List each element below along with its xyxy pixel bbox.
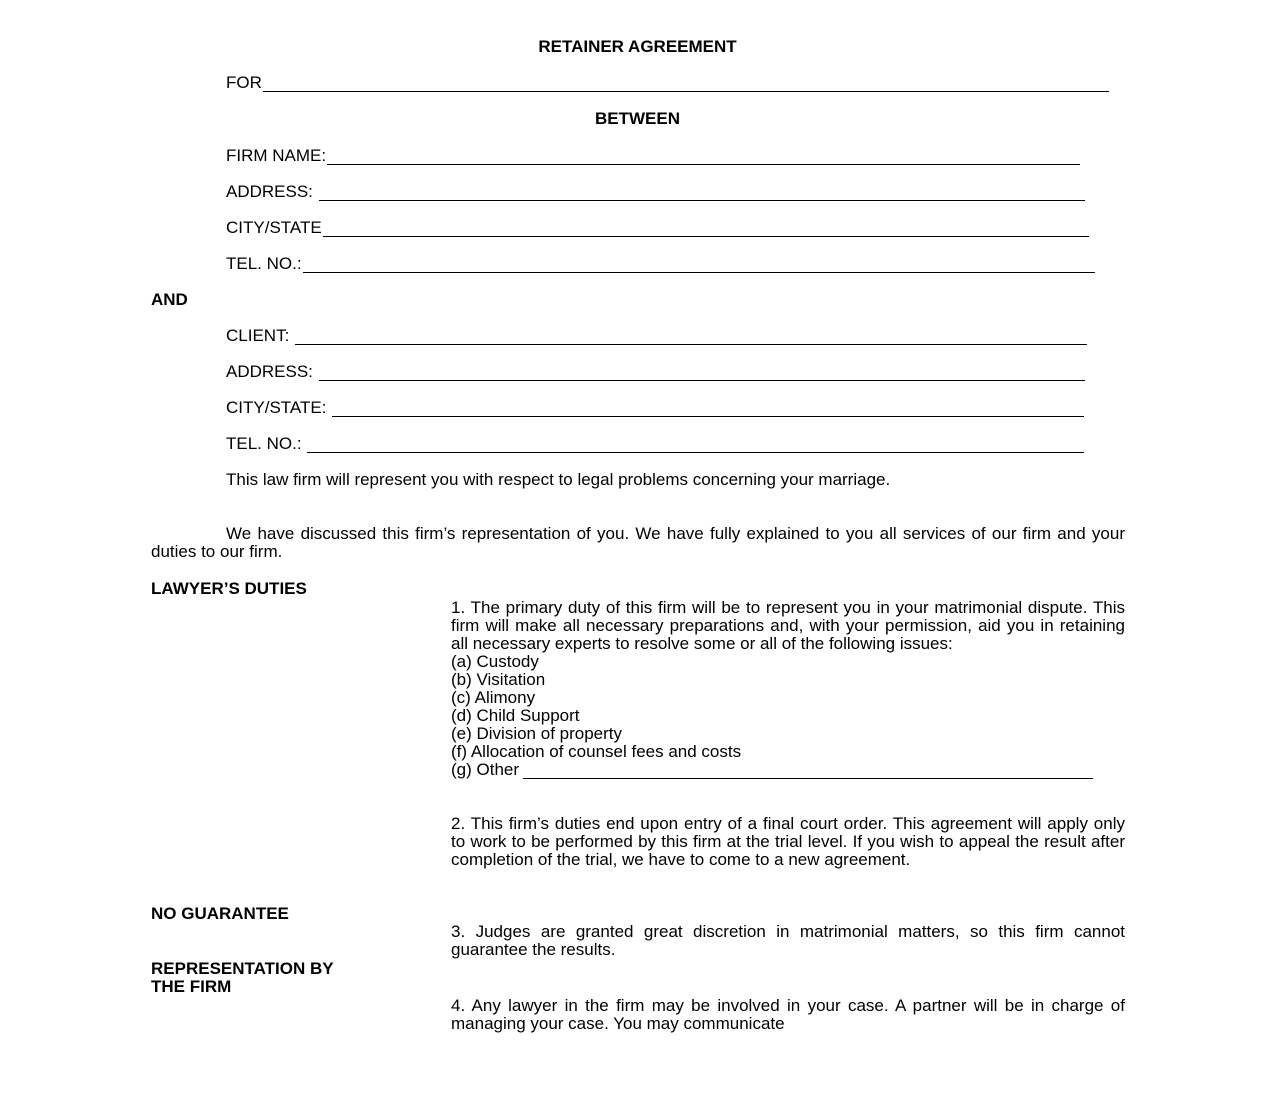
clause-3-text: 3. Judges are granted great discretion in matrimonial matters, so this firm cannot guarantee the results. [451, 922, 1125, 959]
between-heading: BETWEEN [595, 109, 680, 128]
issue-custody: (a) Custody [451, 652, 539, 671]
firm-city-state-label: CITY/STATE [226, 218, 322, 237]
clause-1-text: 1. The primary duty of this firm will be to represent you in your matrimonial dispute. This firm will make all necessary preparations and, with your permission, aid you in retaining all necessary experts to resolve some or all of the following issues: [451, 598, 1125, 653]
client-city-state-field[interactable] [226, 399, 1084, 417]
clause-4 [451, 997, 1125, 1033]
firm-city-state-field[interactable] [226, 219, 1089, 237]
client-city-state-input-line[interactable] [332, 401, 1084, 417]
issue-division-of-property: (e) Division of property [451, 724, 623, 743]
clause-1 [451, 599, 1125, 779]
firm-address-label: ADDRESS: [226, 182, 318, 201]
intro-paragraph-2 [151, 525, 1125, 561]
intro-paragraph-1 [151, 471, 1125, 489]
issue-other-input-line[interactable] [523, 763, 1093, 779]
firm-city-state-input-line[interactable] [323, 221, 1089, 237]
client-tel-label: TEL. NO.: [226, 434, 307, 453]
client-name-input-line[interactable] [295, 329, 1087, 345]
lawyers-duties-heading: LAWYER’S DUTIES [151, 579, 307, 598]
client-name-field[interactable] [226, 327, 1087, 345]
client-address-field[interactable] [226, 363, 1085, 381]
for-input-line[interactable] [263, 76, 1109, 92]
issue-alimony: (c) Alimony [451, 688, 536, 707]
firm-name-input-line[interactable] [327, 149, 1080, 165]
firm-tel-input-line[interactable] [303, 257, 1095, 273]
representation-heading-line-2: THE FIRM [151, 977, 232, 996]
intro-paragraph-1-text: This law firm will represent you with respect to legal problems concerning your marriage. [226, 470, 891, 489]
document-title: RETAINER AGREEMENT [538, 37, 737, 56]
firm-tel-label: TEL. NO.: [226, 254, 302, 273]
clause-2-text: 2. This firm’s duties end upon entry of a final court order. This agreement will apply only to work to be performed by this firm at the trial level. If you wish to appeal the result after completion of the trial, we have to come to a new agreement. [451, 814, 1125, 869]
and-heading: AND [151, 290, 188, 309]
issue-visitation: (b) Visitation [451, 670, 546, 689]
client-name-label: CLIENT: [226, 326, 295, 345]
client-city-state-label: CITY/STATE: [226, 398, 332, 417]
clause-2 [451, 815, 1125, 869]
firm-address-field[interactable] [226, 183, 1085, 201]
firm-tel-field[interactable] [226, 255, 1095, 273]
clause-4-text: 4. Any lawyer in the firm may be involved in your case. A partner will be in charge of managing your case. You may communicate [451, 996, 1125, 1033]
issue-other-label: (g) Other [451, 760, 520, 779]
representation-heading-line-1: REPRESENTATION BY [151, 959, 334, 978]
for-field[interactable] [226, 74, 1109, 92]
clause-3 [451, 923, 1125, 959]
firm-address-input-line[interactable] [319, 185, 1085, 201]
firm-name-field[interactable] [226, 147, 1080, 165]
client-address-label: ADDRESS: [226, 362, 318, 381]
client-tel-input-line[interactable] [307, 437, 1084, 453]
for-label: FOR [226, 73, 262, 92]
firm-name-label: FIRM NAME: [226, 146, 327, 165]
client-tel-field[interactable] [226, 435, 1084, 453]
intro-paragraph-2-text: We have discussed this firm’s representation of you. We have fully explained to you all services of our firm and your duties to our firm. [151, 524, 1125, 561]
issue-other [451, 761, 1125, 779]
client-address-input-line[interactable] [319, 365, 1085, 381]
issue-child-support: (d) Child Support [451, 706, 580, 725]
issue-counsel-fees: (f) Allocation of counsel fees and costs [451, 742, 742, 761]
no-guarantee-heading: NO GUARANTEE [151, 904, 289, 923]
